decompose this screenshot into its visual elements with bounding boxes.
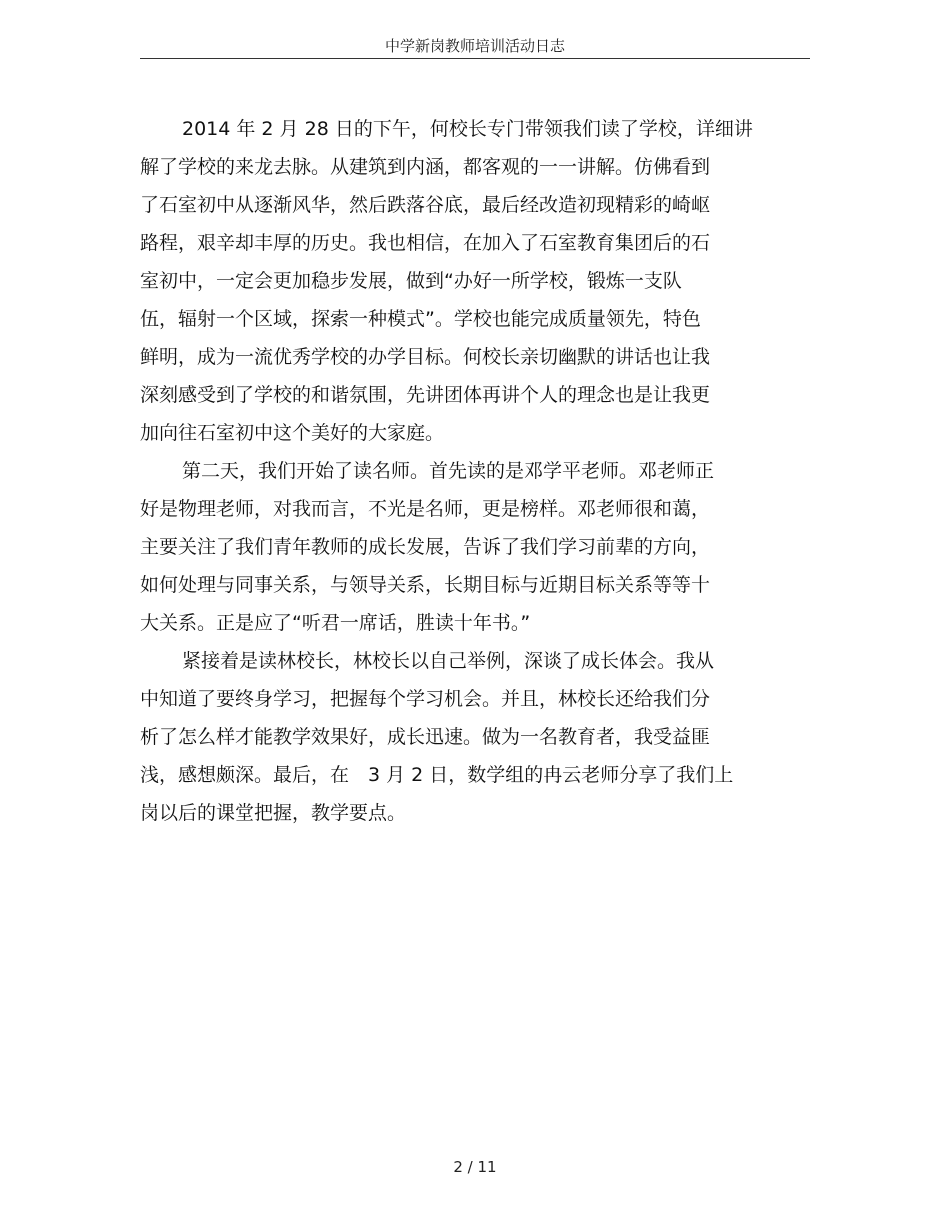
paragraph-line: 深刻感受到了学校的和谐氛围，先讲团体再讲个人的理念也是让我更 xyxy=(140,384,711,406)
page-number: 2 / 11 xyxy=(453,1158,497,1176)
paragraph-line: 主要关注了我们青年教师的成长发展，告诉了我们学习前辈的方向， xyxy=(140,536,711,558)
paragraph-line: 大关系。正是应了“听君一席话，胜读十年书。” xyxy=(140,612,531,634)
paragraph-2 xyxy=(140,452,820,642)
paragraph-line: 析了怎么样才能教学效果好，成长迅速。做为一名教育者，我受益匪 xyxy=(140,726,711,748)
page-header xyxy=(140,36,810,59)
document-title: 中学新岗教师培训活动日志 xyxy=(384,37,565,55)
document-body xyxy=(140,110,820,832)
paragraph-line: 鲜明，成为一流优秀学校的办学目标。何校长亲切幽默的讲话也让我 xyxy=(140,346,711,368)
paragraph-line: 浅，感想颇深。最后，在 3 月 2 日，数学组的冉云老师分享了我们上 xyxy=(140,764,734,786)
paragraph-line: 2014 年 2 月 28 日的下午，何校长专门带领我们读了学校，详细讲 xyxy=(182,118,753,140)
paragraph-line: 第二天，我们开始了读名师。首先读的是邓学平老师。邓老师正 xyxy=(182,460,715,482)
paragraph-line: 伍，辐射一个区域，探索一种模式”。学校也能完成质量领先，特色 xyxy=(140,308,701,330)
paragraph-line: 解了学校的来龙去脉。从建筑到内涵，都客观的一一讲解。仿佛看到 xyxy=(140,156,711,178)
paragraph-line: 岗以后的课堂把握，教学要点。 xyxy=(140,802,407,824)
paragraph-line: 好是物理老师，对我而言，不光是名师，更是榜样。邓老师很和蔼， xyxy=(140,498,711,520)
paragraph-line: 室初中，一定会更加稳步发展，做到“办好一所学校，锻炼一支队 xyxy=(140,270,682,292)
paragraph-line: 了石室初中从逐渐风华，然后跌落谷底，最后经改造初现精彩的崎岖 xyxy=(140,194,711,216)
paragraph-line: 中知道了要终身学习，把握每个学习机会。并且，林校长还给我们分 xyxy=(140,688,711,710)
paragraph-line: 加向往石室初中这个美好的大家庭。 xyxy=(140,422,445,444)
paragraph-line: 路程，艰辛却丰厚的历史。我也相信，在加入了石室教育集团后的石 xyxy=(140,232,711,254)
paragraph-line: 如何处理与同事关系，与领导关系，长期目标与近期目标关系等等十 xyxy=(140,574,711,596)
paragraph-3 xyxy=(140,642,820,832)
paragraph-1 xyxy=(140,110,820,452)
paragraph-line: 紧接着是读林校长，林校长以自己举例，深谈了成长体会。我从 xyxy=(182,650,715,672)
